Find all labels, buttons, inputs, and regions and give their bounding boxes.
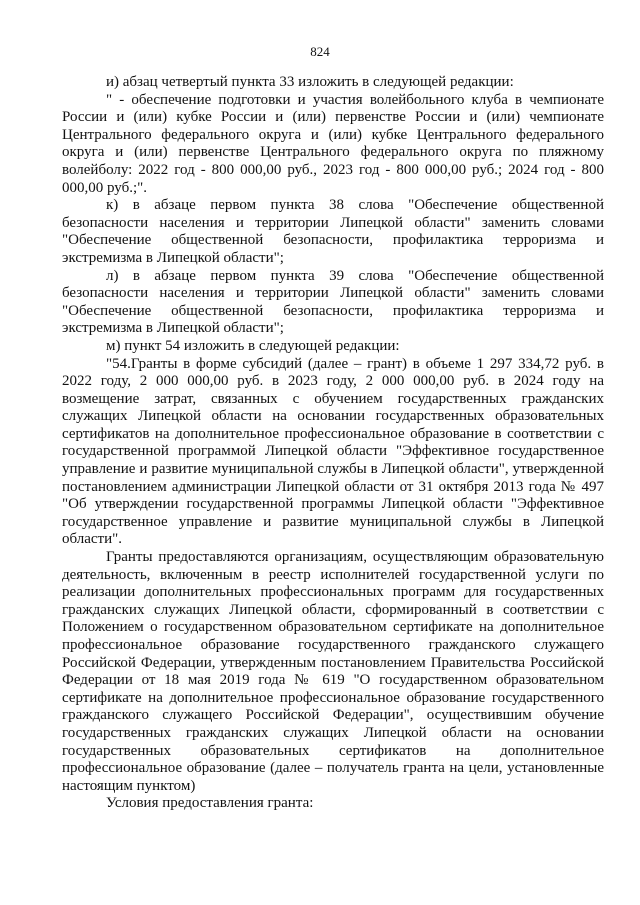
paragraph-item-l: л) в абзаце первом пункта 39 слова "Обеспечение общественной безопасности населения и территории Липецкой области" заменить словами "Обеспечение общественной безопасности, профилактика терроризма и экстремизма в Липецкой области"; <box>62 267 604 337</box>
paragraph-item-k: к) в абзаце первом пункта 38 слова "Обеспечение общественной безопасности населения и территории Липецкой области" заменить словами "Обеспечение общественной безопасности, профилактика терроризма и экстремизма в Липецкой области"; <box>62 197 604 266</box>
paragraph-item-m: м) пункт 54 изложить в следующей редакции: <box>106 337 400 354</box>
paragraph-quoted-volleyball: " - обеспечение подготовки и участия волейбольного клуба в чемпионате России и (или) кубке России и (или) первенстве России и (или) чемпионате Центрального федерального округа и (или) кубке Центрального федерального округа и (или) первенстве Центрального федерального округа по пляжному волейболу: 2022 год - 800 000,00 руб., 2023 год - 800 000,00 руб.; 2024 год - 800 000,00 руб.;". <box>62 91 604 196</box>
page-number: 824 <box>310 44 330 59</box>
paragraph-item-i: и) абзац четвертый пункта 33 изложить в следующей редакции: <box>106 74 514 90</box>
document-body <box>62 74 604 813</box>
paragraph-grants-recipients: Гранты предоставляются организациям, осуществляющим образовательную деятельность, включенным в реестр исполнителей государственной услуги по реализации дополнительных профессиональных программ для государственных гражданских служащих Липецкой области, сформированный в соответствии с Положением о государственном образовательном сертификате на дополнительное профессиональное образование государственного гражданского служащего Российской Федерации, утвержденным постановлением Правительства Российской Федерации от 18 мая 2019 года № 619 "О государственном образовательном сертификате на дополнительное профессиональное образование государственного гражданского служащего Российской Федерации", осуществившим обучение государственных гражданских служащих Липецкой области на основании государственных образовательных сертификатов на дополнительное профессиональное образование (далее – получатель гранта на цели, установленные настоящим пунктом) <box>62 549 604 794</box>
paragraph-point-54: "54.Гранты в форме субсидий (далее – грант) в объеме 1 297 334,72 руб. в 2022 году, 2 000 000,00 руб. в 2023 году, 2 000 000,00 руб. в 2024 году на возмещение затрат, связанных с обучением государственных гражданских служащих Липецкой области на основании государственных образовательных сертификатов на дополнительное профессиональное образование в соответствии с государственной программой Липецкой области "Эффективное государственное управление и развитие муниципальной службы в Липецкой области", утвержденной постановлением администрации Липецкой области от 31 октября 2013 года № 497 "Об утверждении государственной программы Липецкой области "Эффективное государственное управление и развитие муниципальной службы в Липецкой области". <box>62 355 604 548</box>
paragraph-grant-conditions: Условия предоставления гранта: <box>106 795 314 812</box>
